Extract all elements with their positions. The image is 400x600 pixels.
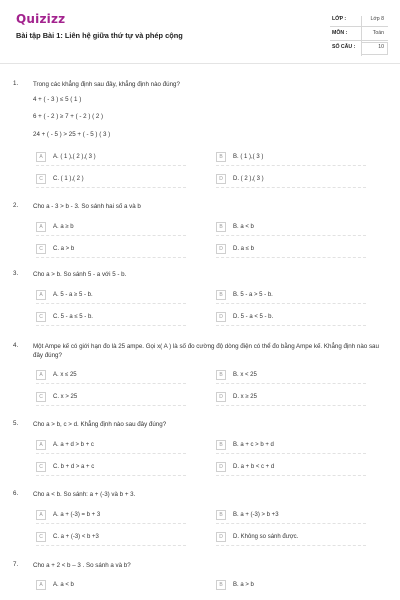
option-a[interactable] bbox=[36, 440, 206, 452]
question-text: Cho a < b. So sánh: a + (-3) và b + 3. bbox=[33, 491, 136, 498]
question-number: 5. bbox=[13, 420, 19, 427]
option-text: A. 5 - a ≥ 5 - b. bbox=[53, 291, 93, 298]
option-a[interactable] bbox=[36, 152, 206, 164]
option-divider bbox=[36, 475, 186, 476]
option-a[interactable] bbox=[36, 370, 206, 382]
option-letter-box: A bbox=[36, 510, 46, 520]
option-text: D. a + b < c + d bbox=[233, 463, 275, 470]
option-letter-box: C bbox=[36, 462, 46, 472]
option-c[interactable] bbox=[36, 312, 206, 324]
info-value: Lớp 8 bbox=[370, 16, 384, 22]
option-letter-box: D bbox=[216, 174, 226, 184]
option-c[interactable] bbox=[36, 532, 206, 544]
option-a[interactable] bbox=[36, 510, 206, 522]
option-divider bbox=[36, 235, 186, 236]
option-text: A. x ≤ 25 bbox=[53, 371, 77, 378]
option-letter-box: C bbox=[36, 392, 46, 402]
option-d[interactable] bbox=[216, 392, 386, 404]
option-divider bbox=[216, 453, 366, 454]
option-divider bbox=[36, 545, 186, 546]
option-d[interactable] bbox=[216, 462, 386, 474]
option-text: B. ( 1 ),( 3 ) bbox=[233, 153, 264, 160]
option-text: C. x > 25 bbox=[53, 393, 78, 400]
option-divider bbox=[36, 325, 186, 326]
option-divider bbox=[216, 165, 366, 166]
option-b[interactable] bbox=[216, 370, 386, 382]
option-text: D. ( 2 ),( 3 ) bbox=[233, 175, 264, 182]
info-label: SỐ CÂU : bbox=[332, 44, 356, 50]
info-value: 10 bbox=[378, 44, 384, 50]
question-statement: 24 + ( - 5 ) > 25 + ( - 5 ) ( 3 ) bbox=[33, 131, 111, 138]
question-text: Một Ampe kế có giới hạn đo là 25 ampe. Gọi x( A ) là số đo cường độ dòng điện có thể đo bằng Ampe kế. Khẳng định nào sau đây đúng? bbox=[33, 343, 379, 359]
option-text: A. a + d > b + c bbox=[53, 441, 94, 448]
option-text: B. a + (-3) > b +3 bbox=[233, 511, 279, 518]
option-divider bbox=[216, 235, 366, 236]
option-c[interactable] bbox=[36, 392, 206, 404]
option-letter-box: B bbox=[216, 370, 226, 380]
option-letter-box: D bbox=[216, 244, 226, 254]
option-letter-box: B bbox=[216, 580, 226, 590]
option-divider bbox=[216, 523, 366, 524]
option-letter-box: A bbox=[36, 440, 46, 450]
option-letter-box: D bbox=[216, 312, 226, 322]
option-text: A. a < b bbox=[53, 581, 74, 588]
option-text: C. a + (-3) < b +3 bbox=[53, 533, 99, 540]
info-label: MÔN : bbox=[332, 30, 348, 36]
option-text: B. 5 - a > 5 - b. bbox=[233, 291, 273, 298]
option-a[interactable] bbox=[36, 222, 206, 234]
question-number: 2. bbox=[13, 202, 19, 209]
question-number: 7. bbox=[13, 561, 19, 568]
option-letter-box: B bbox=[216, 222, 226, 232]
option-letter-box: D bbox=[216, 392, 226, 402]
question-text: Cho a + 2 < b – 3 . So sánh a và b? bbox=[33, 562, 131, 569]
option-divider bbox=[36, 257, 186, 258]
option-divider bbox=[36, 187, 186, 188]
quizizz-logo: Quizizz bbox=[16, 12, 66, 26]
option-text: A. a + (-3) = b + 3 bbox=[53, 511, 101, 518]
info-row-subject bbox=[330, 27, 388, 41]
option-d[interactable] bbox=[216, 532, 386, 544]
header-divider bbox=[0, 63, 400, 64]
option-text: C. b + d > a + c bbox=[53, 463, 95, 470]
option-text: C. a > b bbox=[53, 245, 75, 252]
option-a[interactable] bbox=[36, 290, 206, 302]
option-letter-box: A bbox=[36, 290, 46, 300]
option-letter-box: D bbox=[216, 532, 226, 542]
worksheet-title: Bài tập Bài 1: Liên hệ giữa thứ tự và phép cộng bbox=[16, 31, 183, 40]
option-b[interactable] bbox=[216, 580, 386, 592]
option-divider bbox=[216, 383, 366, 384]
option-b[interactable] bbox=[216, 290, 386, 302]
option-letter-box: C bbox=[36, 174, 46, 184]
option-letter-box: C bbox=[36, 532, 46, 542]
option-divider bbox=[216, 405, 366, 406]
option-d[interactable] bbox=[216, 312, 386, 324]
question-text: Trong các khẳng định sau đây, khẳng định nào đúng? bbox=[33, 81, 180, 88]
info-label: LỚP : bbox=[332, 16, 347, 22]
option-b[interactable] bbox=[216, 510, 386, 522]
option-b[interactable] bbox=[216, 440, 386, 452]
option-d[interactable] bbox=[216, 174, 386, 186]
option-text: C. 5 - a ≤ 5 - b. bbox=[53, 313, 93, 320]
option-letter-box: A bbox=[36, 580, 46, 590]
question-number: 4. bbox=[13, 342, 19, 349]
option-text: B. x < 25 bbox=[233, 371, 257, 378]
info-value: Toán bbox=[372, 30, 384, 36]
option-text: D. a ≤ b bbox=[233, 245, 254, 252]
question-number: 6. bbox=[13, 490, 19, 497]
question-statement: 6 + ( - 2 ) ≥ 7 + ( - 2 ) ( 2 ) bbox=[33, 113, 104, 120]
option-text: B. a > b bbox=[233, 581, 254, 588]
option-b[interactable] bbox=[216, 152, 386, 164]
option-divider bbox=[36, 303, 186, 304]
option-divider bbox=[216, 257, 366, 258]
option-letter-box: B bbox=[216, 510, 226, 520]
question-statement: 4 + ( - 3 ) ≤ 5 ( 1 ) bbox=[33, 96, 82, 103]
option-b[interactable] bbox=[216, 222, 386, 234]
option-letter-box: C bbox=[36, 244, 46, 254]
option-divider bbox=[216, 187, 366, 188]
option-letter-box: B bbox=[216, 152, 226, 162]
question-number: 3. bbox=[13, 270, 19, 277]
option-divider bbox=[216, 545, 366, 546]
option-c[interactable] bbox=[36, 462, 206, 474]
option-text: B. a + c > b + d bbox=[233, 441, 274, 448]
info-value-box bbox=[361, 42, 388, 55]
option-letter-box: B bbox=[216, 440, 226, 450]
info-row-class bbox=[330, 13, 388, 27]
option-letter-box: C bbox=[36, 312, 46, 322]
question-text: Cho a > b. So sánh 5 - a với 5 - b. bbox=[33, 271, 127, 278]
option-divider bbox=[36, 405, 186, 406]
option-divider bbox=[36, 383, 186, 384]
option-text: A. ( 1 ),( 2 ),( 3 ) bbox=[53, 153, 96, 160]
option-divider bbox=[216, 475, 366, 476]
question-text: Cho a > b, c > d. Khẳng định nào sau đây đúng? bbox=[33, 421, 167, 428]
option-c[interactable] bbox=[36, 174, 206, 186]
option-text: D. Không so sánh được. bbox=[233, 533, 299, 540]
option-text: B. a < b bbox=[233, 223, 254, 230]
option-letter-box: A bbox=[36, 222, 46, 232]
option-letter-box: A bbox=[36, 152, 46, 162]
option-divider bbox=[36, 165, 186, 166]
option-divider bbox=[216, 303, 366, 304]
option-text: D. 5 - a < 5 - b. bbox=[233, 313, 274, 320]
option-text: C. ( 1 ),( 2 ) bbox=[53, 175, 84, 182]
option-a[interactable] bbox=[36, 580, 206, 592]
option-d[interactable] bbox=[216, 244, 386, 256]
question-text: Cho a - 3 > b - 3. So sánh hai số a và b bbox=[33, 203, 141, 210]
option-c[interactable] bbox=[36, 244, 206, 256]
question-number: 1. bbox=[13, 80, 19, 87]
option-divider bbox=[216, 325, 366, 326]
option-letter-box: D bbox=[216, 462, 226, 472]
option-divider bbox=[36, 453, 186, 454]
option-text: D. x ≥ 25 bbox=[233, 393, 257, 400]
option-letter-box: B bbox=[216, 290, 226, 300]
option-letter-box: A bbox=[36, 370, 46, 380]
option-divider bbox=[36, 523, 186, 524]
option-text: A. a ≥ b bbox=[53, 223, 74, 230]
